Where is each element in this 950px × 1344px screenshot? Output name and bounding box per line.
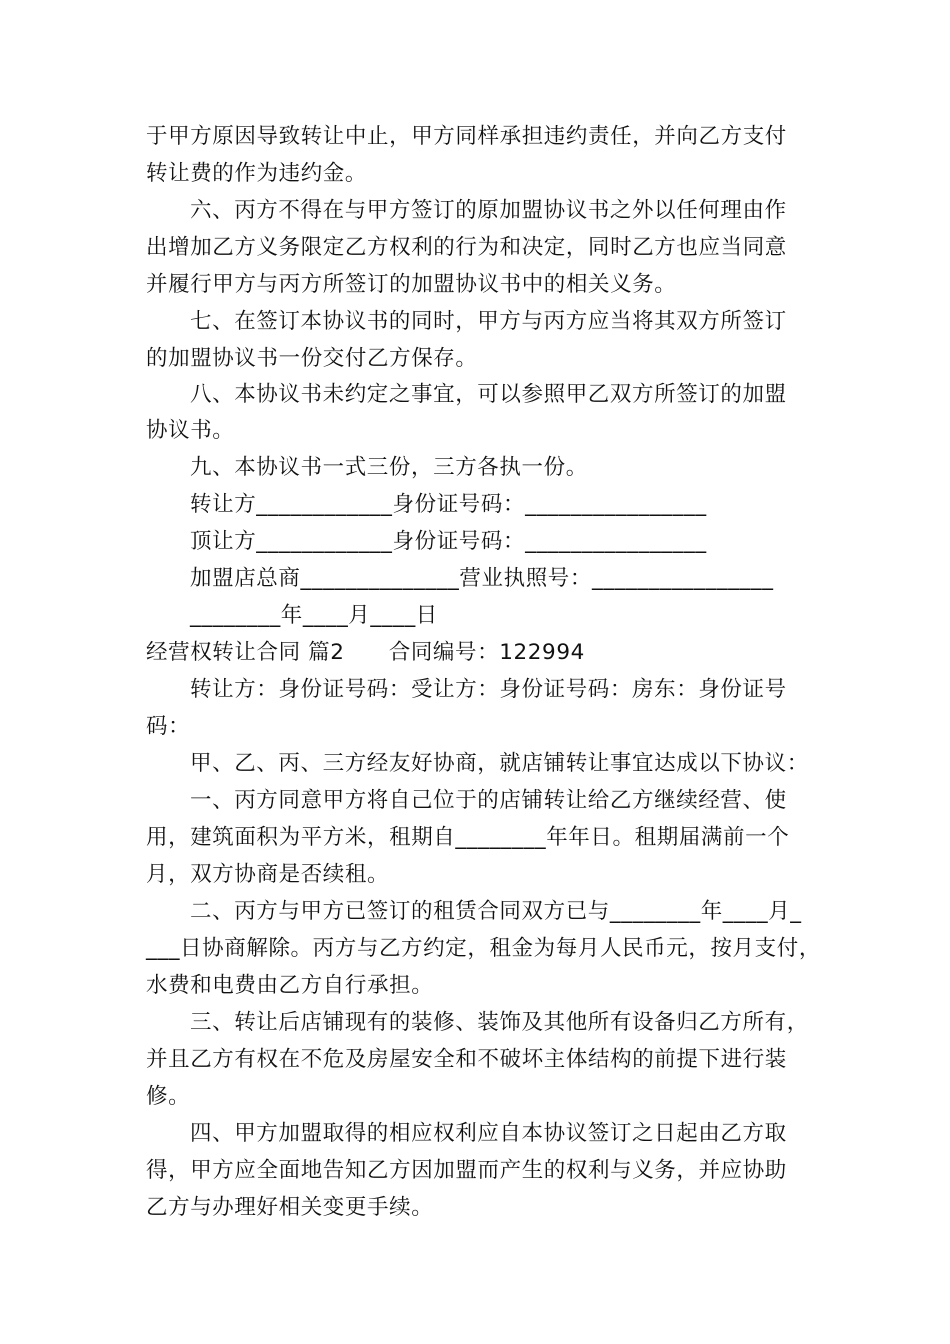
- transferor-signature-line: 转让方____________身份证号码：________________: [190, 492, 707, 517]
- body-text-line: 并履行甲方与丙方所签订的加盟协议书中的相关义务。: [146, 272, 677, 297]
- body-text-line: 并且乙方有权在不危及房屋安全和不破坏主体结构的前提下进行装: [146, 1047, 787, 1072]
- agreement-intro: 甲、乙、丙、三方经友好协商，就店铺转让事宜达成以下协议：: [190, 751, 809, 776]
- body-text-line: 用，建筑面积为平方米，租期自________年年日。租期届满前一个: [146, 825, 790, 850]
- body-text-line: 月，双方协商是否续租。: [146, 862, 390, 887]
- body-text-line: 转让费的作为违约金。: [146, 161, 368, 186]
- body-text-line: 水费和电费由乙方自行承担。: [146, 973, 434, 998]
- body-text-line: 的加盟协议书一份交付乙方保存。: [146, 346, 478, 371]
- clause-7-text: 七、在签订本协议书的同时，甲方与丙方应当将其双方所签订: [190, 309, 787, 334]
- clause-6-text: 六、丙方不得在与甲方签订的原加盟协议书之外以任何理由作: [190, 198, 787, 223]
- body-text-line: 修。: [146, 1084, 191, 1109]
- date-line: ________年____月____日: [190, 603, 438, 628]
- body-text-line: ___日协商解除。丙方与乙方约定，租金为每月人民币元，按月支付，: [146, 936, 821, 961]
- body-text-line: 于甲方原因导致转让中止，甲方同样承担违约责任，并向乙方支付: [146, 124, 787, 149]
- clause-1-text: 一、丙方同意甲方将自己位于的店铺转让给乙方继续经营、使: [190, 788, 787, 813]
- clause-4-text: 四、甲方加盟取得的相应权利应自本协议签订之日起由乙方取: [190, 1121, 787, 1146]
- body-text-line: 码：: [146, 714, 191, 739]
- body-text-line: 协议书。: [146, 418, 235, 443]
- section-heading: 经营权转让合同 篇2 合同编号：122994: [146, 640, 585, 665]
- assignee-signature-line: 顶让方____________身份证号码：________________: [190, 529, 707, 554]
- clause-8-text: 八、本协议书未约定之事宜，可以参照甲乙双方所签订的加盟: [190, 382, 787, 407]
- clause-2-text: 二、丙方与甲方已签订的租赁合同双方已与________年____月_: [190, 899, 802, 924]
- body-text-line: 得，甲方应全面地告知乙方因加盟而产生的权利与义务，并应协助: [146, 1158, 787, 1183]
- body-text-line: 乙方与办理好相关变更手续。: [146, 1195, 434, 1220]
- clause-3-text: 三、转让后店铺现有的装修、装饰及其他所有设备归乙方所有，: [190, 1010, 809, 1035]
- franchise-signature-line: 加盟店总商______________营业执照号：________________: [190, 566, 774, 591]
- clause-9-text: 九、本协议书一式三份，三方各执一份。: [190, 455, 588, 480]
- body-text-line: 出增加乙方义务限定乙方权利的行为和决定，同时乙方也应当同意: [146, 235, 787, 260]
- parties-line: 转让方：身份证号码：受让方：身份证号码：房东：身份证号: [190, 677, 787, 702]
